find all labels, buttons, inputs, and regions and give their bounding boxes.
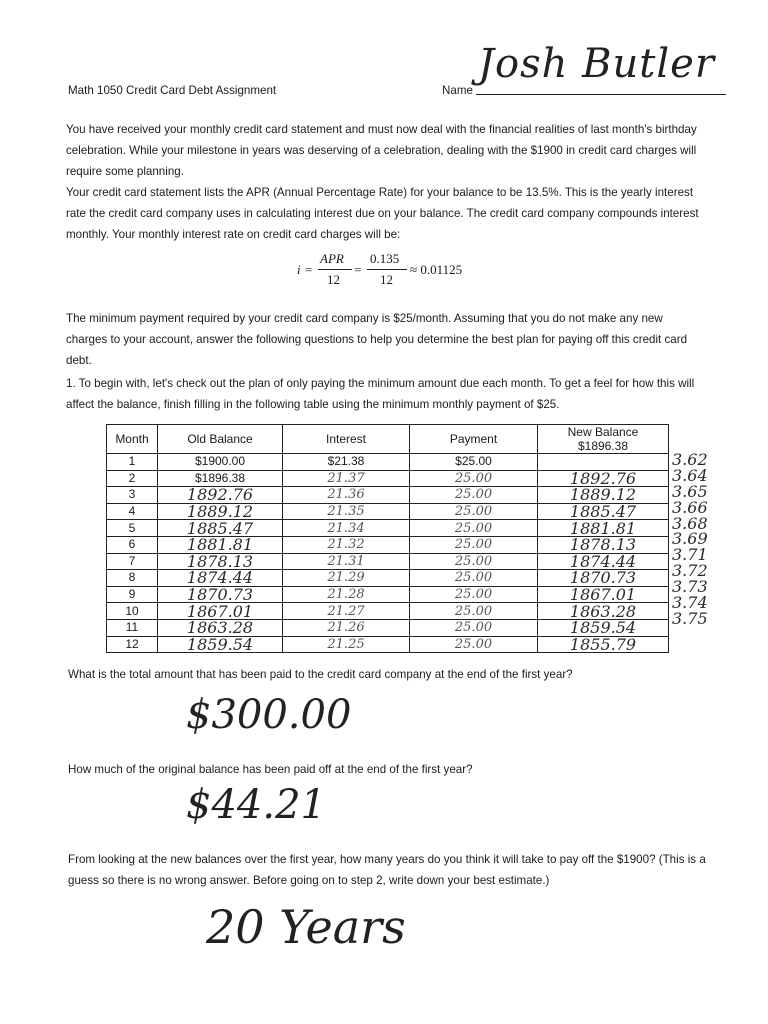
cell-month: 5	[107, 520, 158, 537]
table-header-row	[107, 425, 669, 454]
step-1-instructions: 1. To begin with, let's check out the plan of only paying the minimum amount due each month. To get a feel for how this will affect the balance, finish filling in the following table using the minimum monthly payment of $25.	[66, 377, 695, 411]
cell-payment: 25.00	[410, 603, 538, 620]
cell-interest: $21.38	[283, 454, 410, 471]
table-row	[107, 503, 669, 520]
cell-new-balance	[538, 454, 669, 471]
side-note: 3.69	[672, 529, 708, 549]
name-underline	[476, 94, 726, 95]
cell-month: 7	[107, 553, 158, 570]
student-name-handwritten: Josh Butler	[478, 41, 715, 87]
cell-new-balance: 1878.13	[538, 536, 669, 553]
table-row	[107, 636, 669, 653]
cell-month: 3	[107, 487, 158, 504]
header-interest: Interest	[283, 425, 410, 454]
cell-new-balance: 1885.47	[538, 503, 669, 520]
header-month: Month	[107, 425, 158, 454]
cell-old-balance: 1885.47	[158, 520, 283, 537]
side-note: 3.73	[672, 577, 708, 597]
first-new-balance-value: $1896.38	[577, 439, 629, 453]
cell-new-balance: 1859.54	[538, 619, 669, 636]
answer-total-paid-handwritten: $300.00	[186, 692, 352, 738]
question-principal-paid: How much of the original balance has been paid off at the end of the first year?	[68, 763, 473, 776]
table-row	[107, 470, 669, 487]
cell-interest: 21.37	[283, 470, 410, 487]
cell-old-balance: 1881.81	[158, 536, 283, 553]
cell-interest: 21.35	[283, 503, 410, 520]
cell-old-balance: $1896.38	[158, 470, 283, 487]
table-row	[107, 536, 669, 553]
cell-payment: 25.00	[410, 520, 538, 537]
monthly-rate-formula	[0, 250, 768, 294]
cell-month: 12	[107, 636, 158, 653]
cell-month: 6	[107, 536, 158, 553]
table-row	[107, 570, 669, 587]
cell-payment: 25.00	[410, 619, 538, 636]
cell-payment: 25.00	[410, 570, 538, 587]
cell-payment: 25.00	[410, 586, 538, 603]
formula-denominator-1: 12	[327, 272, 340, 287]
cell-payment: 25.00	[410, 536, 538, 553]
side-note: 3.74	[672, 593, 708, 613]
cell-new-balance: 1863.28	[538, 603, 669, 620]
cell-month: 1	[107, 454, 158, 471]
cell-payment: 25.00	[410, 636, 538, 653]
cell-new-balance: 1874.44	[538, 553, 669, 570]
side-note: 3.65	[672, 481, 708, 501]
cell-interest: 21.36	[283, 487, 410, 504]
intro-paragraph: You have received your monthly credit card statement and must now deal with the financial realities of last month's birthday celebration. While your milestone in years was deserving of a celebration, dealing with the $1900 in credit card charges will require some planning.	[66, 123, 697, 178]
cell-new-balance: 1892.76	[538, 470, 669, 487]
cell-old-balance: 1867.01	[158, 603, 283, 620]
cell-old-balance: 1870.73	[158, 586, 283, 603]
side-note: 3.64	[672, 465, 708, 485]
cell-month: 10	[107, 603, 158, 620]
fraction-bar-1	[318, 269, 352, 270]
cell-month: 9	[107, 586, 158, 603]
header-new-balance	[538, 425, 669, 454]
cell-payment: 25.00	[410, 470, 538, 487]
cell-payment: $25.00	[410, 454, 538, 471]
fraction-bar-2	[367, 269, 407, 270]
question-years-estimate: From looking at the new balances over the first year, how many years do you think it will take to pay off the $1900? (This is a guess so there is no wrong answer. Before going on to step 2, write down your best estimate.)	[68, 853, 706, 887]
cell-month: 4	[107, 503, 158, 520]
minimum-payment-paragraph: The minimum payment required by your credit card company is $25/month. Assuming that you do not make any new charges to your account, answer the following questions to help you determine the best plan for paying off this credit card debt.	[66, 312, 688, 367]
table-row	[107, 487, 669, 504]
cell-old-balance: 1874.44	[158, 570, 283, 587]
header-payment: Payment	[410, 425, 538, 454]
cell-interest: 21.25	[283, 636, 410, 653]
cell-month: 2	[107, 470, 158, 487]
side-note: 3.68	[672, 513, 708, 533]
side-note: 3.66	[672, 497, 708, 517]
formula-numerator-rate: 0.135	[370, 251, 400, 266]
cell-payment: 25.00	[410, 553, 538, 570]
table-row	[107, 603, 669, 620]
cell-old-balance: 1892.76	[158, 487, 283, 504]
handwritten-side-notes	[672, 452, 732, 627]
cell-new-balance: 1855.79	[538, 636, 669, 653]
cell-interest: 21.28	[283, 586, 410, 603]
question-total-paid: What is the total amount that has been paid to the credit card company at the end of the first year?	[68, 668, 573, 681]
cell-interest: 21.31	[283, 553, 410, 570]
payment-schedule-table	[106, 424, 669, 653]
table-row	[107, 619, 669, 636]
cell-payment: 25.00	[410, 487, 538, 504]
cell-old-balance: 1859.54	[158, 636, 283, 653]
cell-interest: 21.29	[283, 570, 410, 587]
cell-old-balance: 1889.12	[158, 503, 283, 520]
formula-equals-1: =	[305, 262, 313, 277]
formula-numerator-apr: APR	[320, 251, 344, 266]
cell-interest: 21.34	[283, 520, 410, 537]
cell-old-balance: 1863.28	[158, 619, 283, 636]
table-body	[107, 454, 669, 653]
table-row	[107, 454, 669, 471]
formula-result: ≈ 0.01125	[410, 262, 463, 277]
name-label: Name	[442, 84, 473, 97]
cell-new-balance: 1870.73	[538, 570, 669, 587]
cell-new-balance: 1889.12	[538, 487, 669, 504]
answer-years-estimate-handwritten: 20 Years	[206, 900, 406, 954]
side-note: 3.72	[672, 561, 708, 581]
apr-paragraph: Your credit card statement lists the APR (Annual Percentage Rate) for your balance to be 13.5%. This is the yearly interest rate the credit card company uses in calculating interest due on your balance. The credit card company compounds interest monthly. Your monthly interest rate on credit card charges will be:	[66, 186, 699, 241]
formula-equals-2: =	[354, 262, 362, 277]
cell-interest: 21.27	[283, 603, 410, 620]
cell-old-balance: $1900.00	[158, 454, 283, 471]
side-note: 3.71	[672, 545, 708, 565]
cell-new-balance: 1881.81	[538, 520, 669, 537]
table-row	[107, 553, 669, 570]
formula-denominator-2: 12	[380, 272, 393, 287]
cell-old-balance: 1878.13	[158, 553, 283, 570]
header-new-balance-label: New Balance	[567, 425, 639, 439]
answer-principal-paid-handwritten: $44.21	[186, 782, 326, 828]
cell-new-balance: 1867.01	[538, 586, 669, 603]
cell-month: 8	[107, 570, 158, 587]
side-note: 3.75	[672, 608, 708, 628]
cell-payment: 25.00	[410, 503, 538, 520]
side-note: 3.62	[672, 450, 708, 469]
formula-variable: i	[297, 262, 301, 277]
cell-interest: 21.26	[283, 619, 410, 636]
table-row	[107, 586, 669, 603]
header-old-balance: Old Balance	[158, 425, 283, 454]
cell-interest: 21.32	[283, 536, 410, 553]
assignment-title: Math 1050 Credit Card Debt Assignment	[68, 84, 277, 97]
table-row	[107, 520, 669, 537]
cell-month: 11	[107, 619, 158, 636]
